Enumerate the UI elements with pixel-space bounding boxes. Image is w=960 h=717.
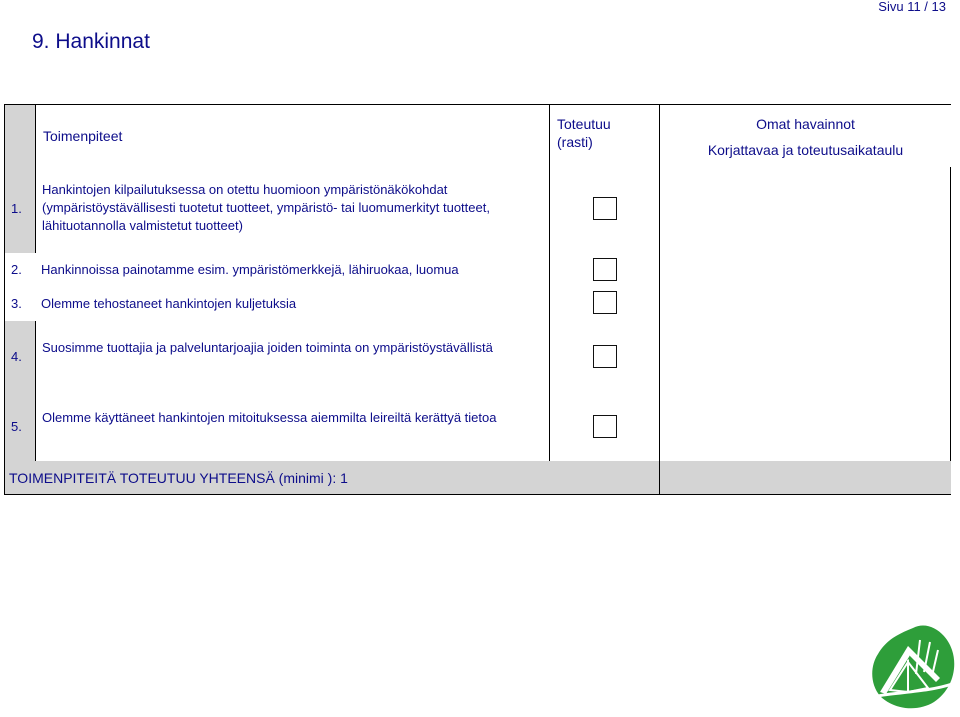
row-description-cell [35,167,550,253]
table-row [5,253,950,287]
table-row [5,391,950,462]
row-number-cell [5,167,35,253]
row-description-cell [35,321,550,391]
row-observations-cell[interactable] [659,167,951,253]
total-row [5,461,950,494]
row-description: Hankintojen kilpailutuksessa on otettu huomioon ympäristönäkökohdat (ympäristöystävällisesti tuotetut tuotteet, ympäristö- tai luomumerkityt tuotteet, lähituotannolla valmistetut tuotteet) [42,182,490,233]
row-number-cell [5,391,35,461]
row-check-cell [549,167,660,253]
row-description: Hankinnoissa painotamme esim. ympäristömerkkejä, lähiruokaa, luomua [41,262,459,277]
row-observations-cell[interactable] [659,321,951,391]
row-check-cell [549,321,660,391]
row-check-cell [549,253,660,286]
table-row [5,321,950,392]
row-number: 3. [11,296,22,311]
header-toteutuu-line2: (rasti) [557,134,593,150]
row-number: 1. [11,201,22,216]
row-number: 5. [11,419,22,434]
header-omat-line2: Korjattavaa ja toteutusaikataulu [707,142,904,158]
toteutuu-checkbox[interactable] [593,197,617,220]
row-observations-cell[interactable] [659,391,951,461]
row-description: Olemme käyttäneet hankintojen mitoituksessa aiemmilta leireiltä kerättyä tietoa [42,410,497,425]
row-number-cell [5,321,35,391]
row-description-cell [35,391,550,461]
table-row [5,167,950,254]
header-omat-cell [659,105,951,167]
row-number: 2. [11,262,22,277]
header-toimenpiteet-cell [35,105,550,167]
header-omat-line1: Omat havainnot [756,116,855,132]
row-description-cell [5,253,549,286]
table-row [5,286,950,322]
toteutuu-checkbox[interactable] [593,291,617,314]
row-description: Suosimme tuottajia ja palveluntarjoajia joiden toiminta on ympäristöystävällistä [42,340,493,355]
header-toimenpiteet: Toimenpiteet [43,128,123,144]
toteutuu-checkbox[interactable] [593,415,617,438]
row-description-cell [5,286,549,321]
row-observations-cell[interactable] [659,286,951,321]
toteutuu-checkbox[interactable] [593,258,617,281]
total-value-cell[interactable] [659,461,951,494]
table-header [5,105,950,168]
row-number: 4. [11,349,22,364]
tent-logo-icon [868,622,958,712]
header-toteutuu-cell [549,105,660,167]
row-description: Olemme tehostaneet hankintojen kuljetuksia [41,296,297,311]
header-toteutuu-line1: Toteutuu [557,116,611,132]
section-title: 9. Hankinnat [32,30,150,53]
row-check-cell [549,391,660,461]
row-check-cell [549,286,660,321]
toteutuu-checkbox[interactable] [593,345,617,368]
row-observations-cell[interactable] [659,253,951,286]
total-label: TOIMENPITEITÄ TOTEUTUU YHTEENSÄ (minimi ): 1 [9,470,348,486]
header-number-cell [5,105,35,167]
actions-table [4,104,951,495]
page-number: Sivu 11 / 13 [878,0,946,14]
